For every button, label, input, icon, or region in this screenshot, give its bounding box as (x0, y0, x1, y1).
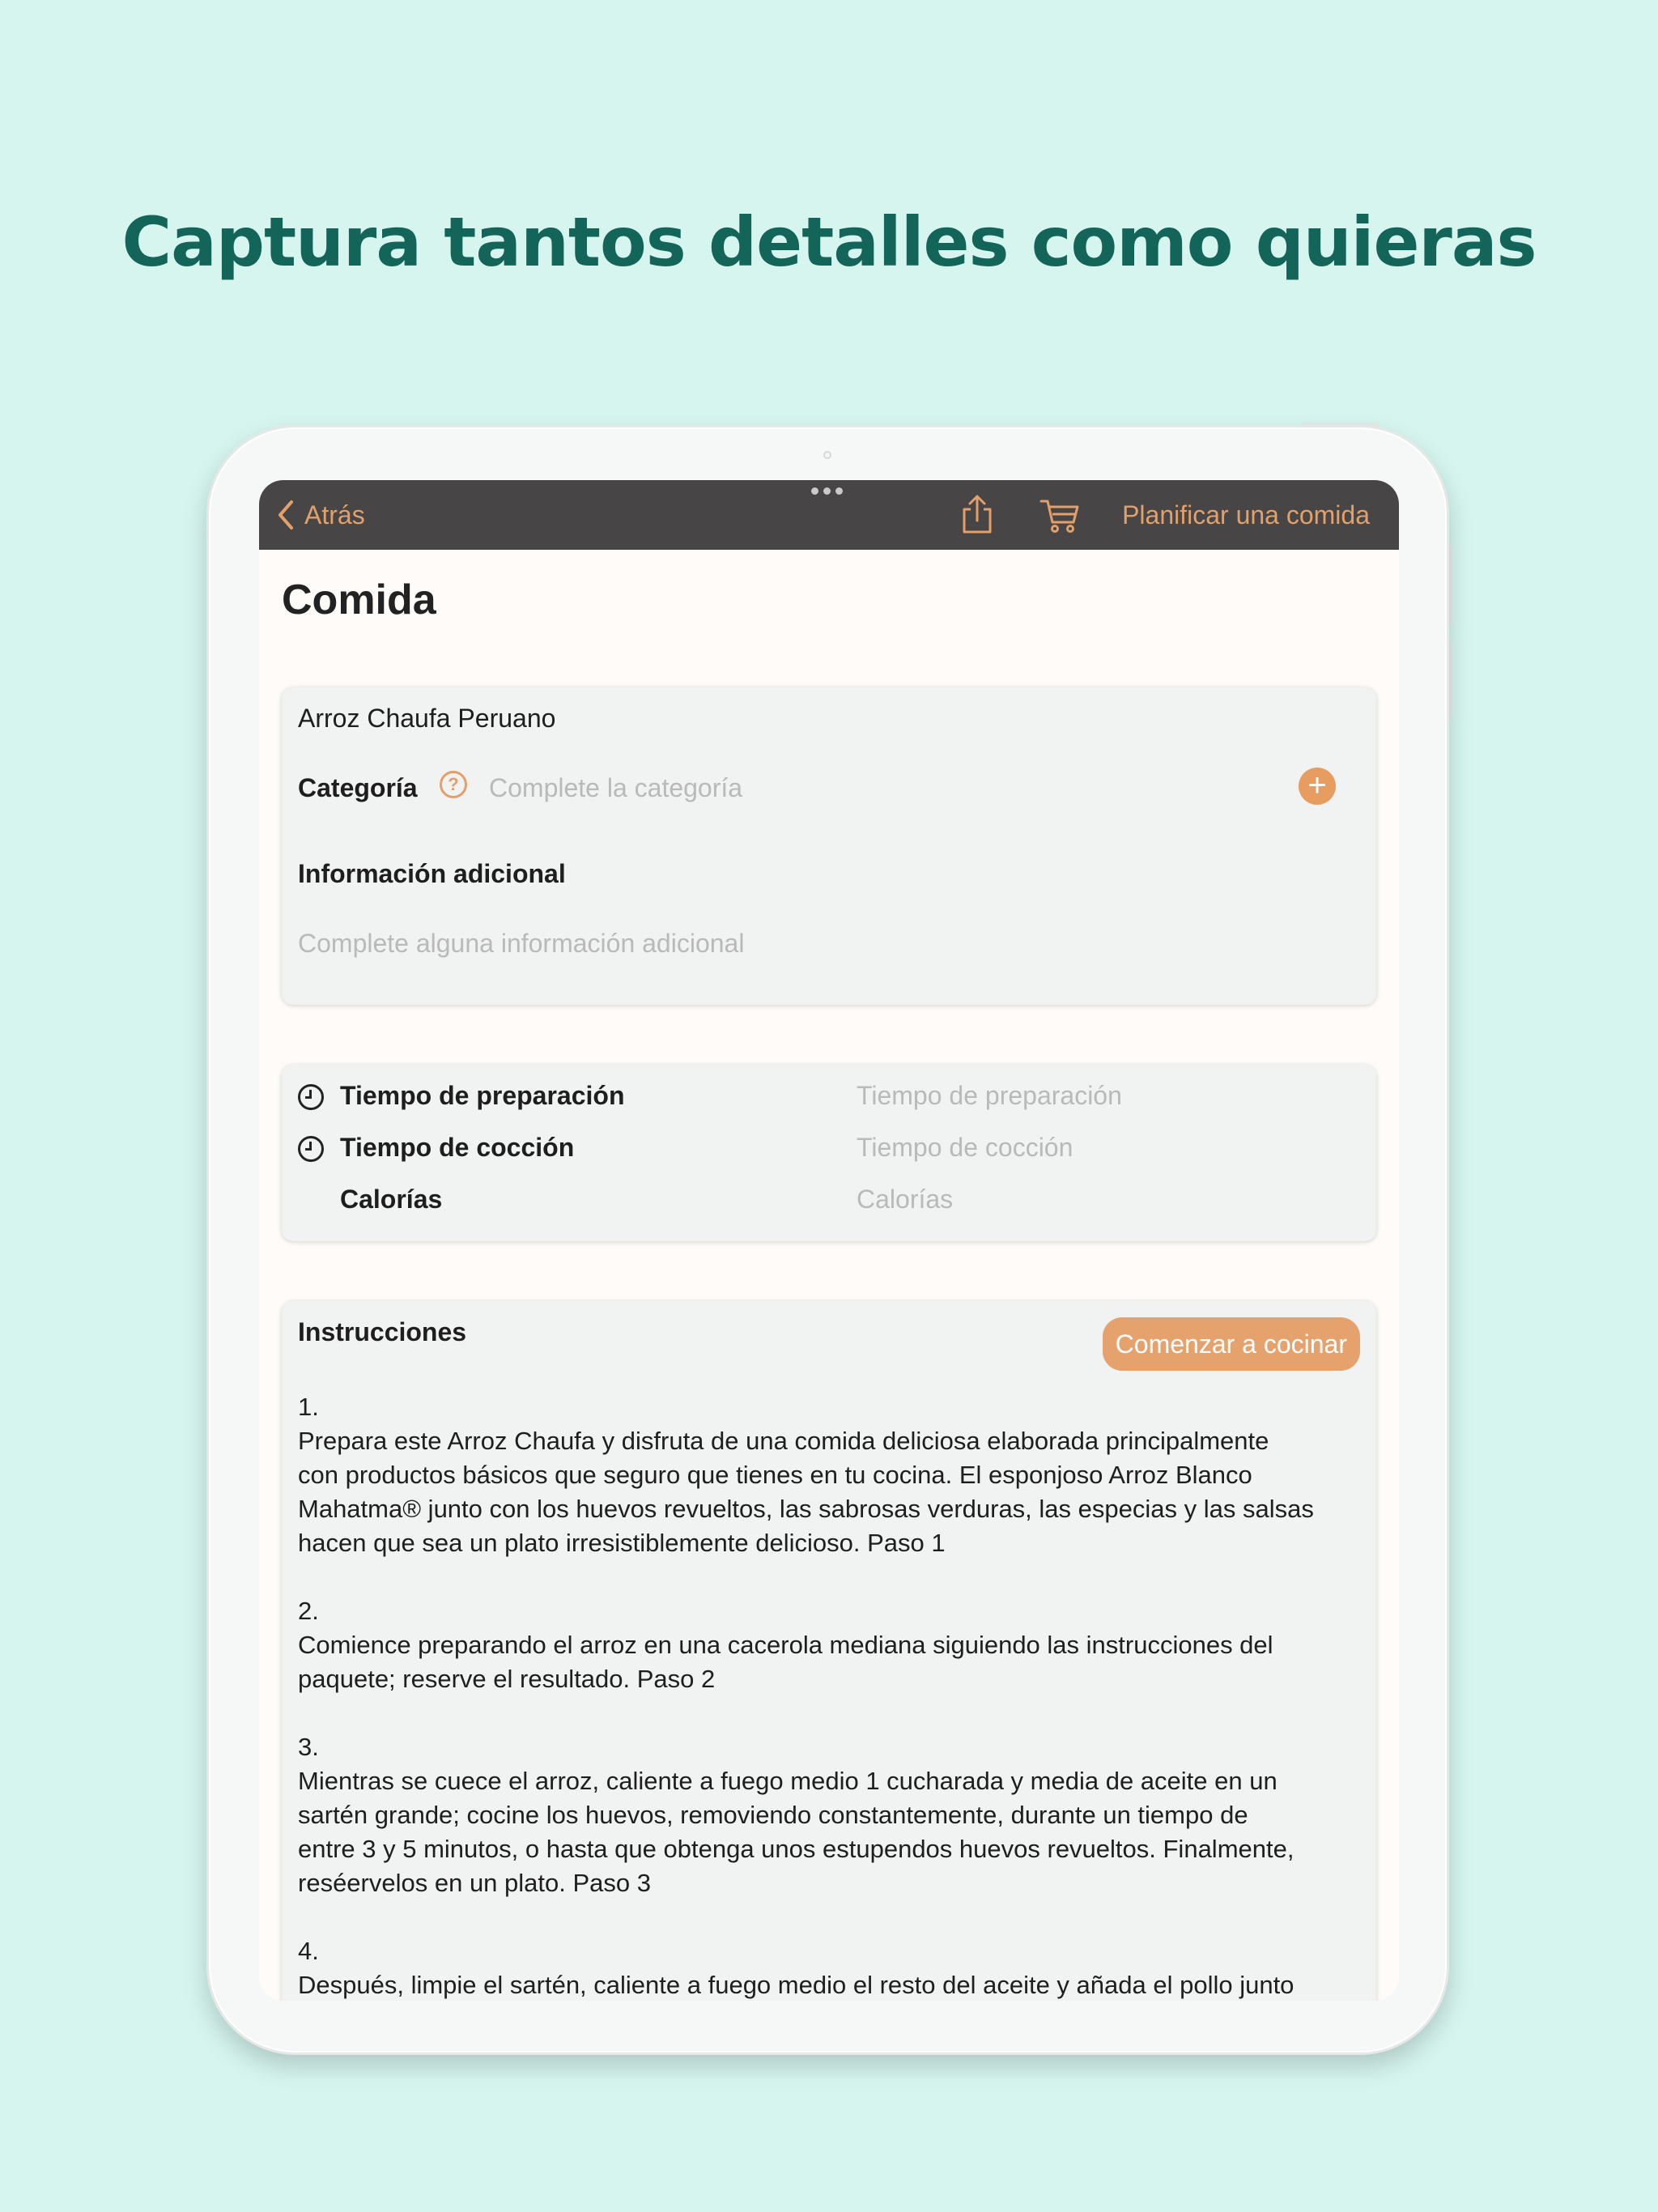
chevron-left-icon (277, 500, 295, 530)
clock-icon (298, 1136, 324, 1162)
calories-label: Calorías (340, 1185, 443, 1214)
plan-meal-button[interactable]: Planificar una comida (1122, 500, 1370, 530)
headline: Captura tantos detalles como quieras (121, 202, 1537, 282)
help-icon[interactable]: ? (440, 771, 467, 798)
recipe-details-card (282, 687, 1376, 1005)
instructions-text[interactable]: 1. Prepara este Arroz Chaufa y disfruta de una comida deliciosa elaborada principalmente con productos básicos que seguro que tienes en tu cocina. El esponjoso Arroz Blanco Mahatma® junto con los huevos revueltos, las sabrosas verduras, las especias y las salsas hacen que sea un plato irresistiblemente delicioso. Paso 1 2. Comience preparando el arroz en una cacerola mediana siguiendo las instrucciones del paquete; reserve el resultado. Paso 2 3. Mientras se cuece el arroz, caliente a fuego medio 1 cucharada y media de aceite en un sartén grande; cocine los huevos, removiendo constantemente, durante un tiempo de entre 3 y 5 minutos, o hasta que obtenga unos estupendos huevos revueltos. Finalmente, reséervelos en un plato. Paso 3 4. Después, limpie el sartén, caliente a fuego medio el resto del aceite y añada el pollo junto (298, 1393, 1314, 1999)
instructions-card (282, 1301, 1376, 2001)
times-card (282, 1065, 1376, 1241)
back-label: Atrás (304, 500, 365, 530)
cart-icon[interactable] (1038, 493, 1082, 537)
instructions-label: Instrucciones (298, 1317, 467, 1346)
multitasking-indicator[interactable] (811, 487, 843, 495)
category-field[interactable]: Complete la categoría (489, 773, 743, 802)
cook-time-label: Tiempo de cocción (340, 1133, 575, 1162)
clock-icon (298, 1084, 324, 1110)
prep-time-field[interactable]: Tiempo de preparación (857, 1081, 1122, 1110)
additional-info-field[interactable]: Complete alguna información adicional (298, 929, 745, 958)
camera-dot (823, 451, 831, 459)
recipe-name-field[interactable]: Arroz Chaufa Peruano (298, 704, 556, 733)
share-icon[interactable] (955, 493, 999, 537)
additional-info-label: Información adicional (298, 859, 566, 888)
back-button[interactable] (277, 495, 365, 535)
navigation-bar (259, 480, 1399, 550)
calories-field[interactable]: Calorías (857, 1185, 954, 1214)
cook-time-field[interactable]: Tiempo de cocción (857, 1133, 1073, 1162)
page-title: Comida (282, 576, 436, 623)
prep-time-label: Tiempo de preparación (340, 1081, 625, 1110)
app-screen (259, 480, 1399, 2001)
start-cooking-button[interactable]: Comenzar a cocinar (1103, 1317, 1360, 1371)
add-category-button[interactable]: + (1299, 768, 1336, 805)
category-label: Categoría (298, 773, 418, 802)
